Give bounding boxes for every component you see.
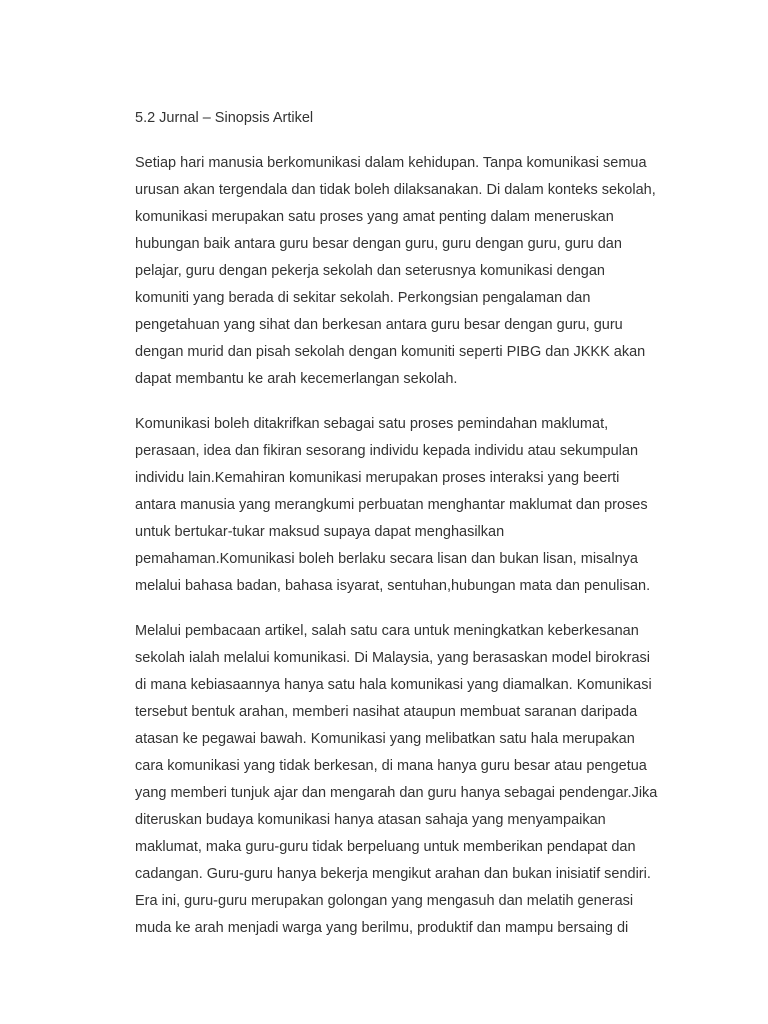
section-heading: 5.2 Jurnal – Sinopsis Artikel bbox=[135, 110, 314, 126]
text-line: antara manusia yang merangkumi perbuatan menghantar maklumat dan proses bbox=[135, 497, 648, 513]
paragraph-3 bbox=[135, 618, 658, 942]
text-line: Era ini, guru-guru merupakan golongan yang mengasuh dan melatih generasi bbox=[135, 893, 634, 909]
text-line: Setiap hari manusia berkomunikasi dalam kehidupan. Tanpa komunikasi semua bbox=[135, 155, 647, 171]
text-line: urusan akan tergendala dan tidak boleh dilaksanakan. Di dalam konteks sekolah, bbox=[135, 182, 656, 198]
text-line: melalui bahasa badan, bahasa isyarat, sentuhan,hubungan mata dan penulisan. bbox=[135, 578, 651, 594]
text-line: muda ke arah menjadi warga yang berilmu, produktif dan mampu bersaing di bbox=[135, 920, 629, 936]
paragraph-2 bbox=[135, 411, 651, 600]
text-line: untuk bertukar-tukar maksud supaya dapat menghasilkan bbox=[135, 524, 505, 540]
text-line: atasan ke pegawai bawah. Komunikasi yang melibatkan satu hala merupakan bbox=[135, 731, 635, 747]
paragraph-1 bbox=[135, 150, 656, 393]
text-line: dapat membantu ke arah kecemerlangan sekolah. bbox=[135, 371, 458, 387]
text-line: cara komunikasi yang tidak berkesan, di mana hanya guru besar atau pengetua bbox=[135, 758, 647, 774]
text-line: maklumat, maka guru-guru tidak berpeluang untuk memberikan pendapat dan bbox=[135, 839, 636, 855]
text-line: pelajar, guru dengan pekerja sekolah dan seterusnya komunikasi dengan bbox=[135, 263, 605, 279]
text-line: komunikasi merupakan satu proses yang amat penting dalam meneruskan bbox=[135, 209, 614, 225]
text-line: Komunikasi boleh ditakrifkan sebagai satu proses pemindahan maklumat, bbox=[135, 416, 609, 432]
text-line: diteruskan budaya komunikasi hanya atasan sahaja yang menyampaikan bbox=[135, 812, 606, 828]
text-line: komuniti yang berada di sekitar sekolah. Perkongsian pengalaman dan bbox=[135, 290, 591, 306]
text-line: hubungan baik antara guru besar dengan guru, guru dengan guru, guru dan bbox=[135, 236, 622, 252]
text-line: pengetahuan yang sihat dan berkesan antara guru besar dengan guru, guru bbox=[135, 317, 623, 333]
text-line: dengan murid dan pisah sekolah dengan komuniti seperti PIBG dan JKKK akan bbox=[135, 344, 646, 360]
text-line: sekolah ialah melalui komunikasi. Di Malaysia, yang berasaskan model birokrasi bbox=[135, 650, 650, 666]
text-line: yang memberi tunjuk ajar dan mengarah dan guru hanya sebagai pendengar.Jika bbox=[135, 785, 658, 801]
text-line: Melalui pembacaan artikel, salah satu cara untuk meningkatkan keberkesanan bbox=[135, 623, 639, 639]
document-page bbox=[135, 109, 658, 960]
text-line: individu lain.Kemahiran komunikasi merupakan proses interaksi yang beerti bbox=[135, 470, 620, 486]
text-line: perasaan, idea dan fikiran sesorang individu kepada individu atau sekumpulan bbox=[135, 443, 639, 459]
text-line: cadangan. Guru-guru hanya bekerja mengikut arahan dan bukan inisiatif sendiri. bbox=[135, 866, 651, 882]
text-line: tersebut bentuk arahan, memberi nasihat ataupun membuat saranan daripada bbox=[135, 704, 638, 720]
text-line: pemahaman.Komunikasi boleh berlaku secara lisan dan bukan lisan, misalnya bbox=[135, 551, 638, 567]
text-line: di mana kebiasaannya hanya satu hala komunikasi yang diamalkan. Komunikasi bbox=[135, 677, 652, 693]
